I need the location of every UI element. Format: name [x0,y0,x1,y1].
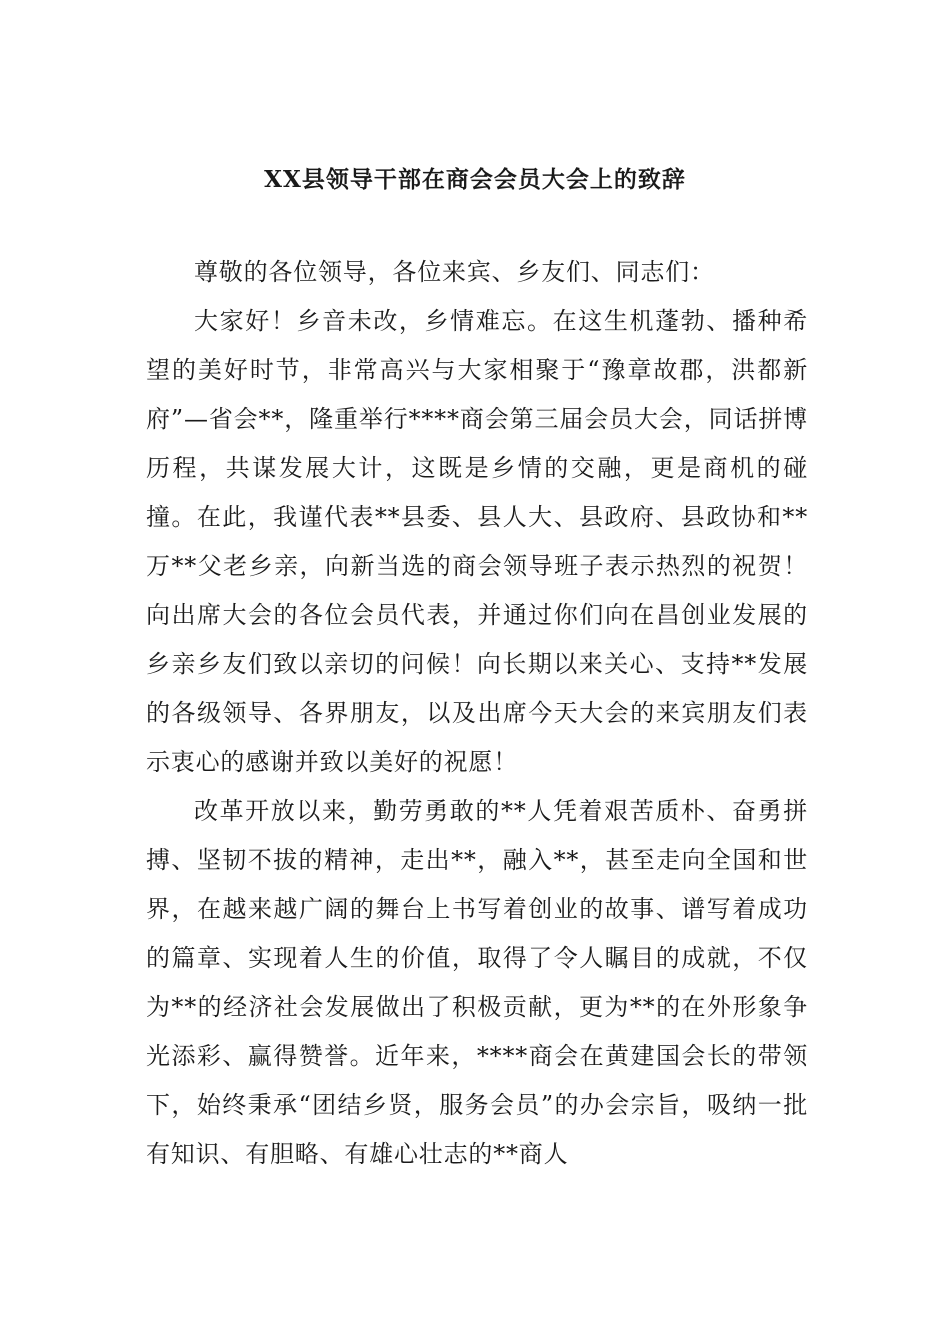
document-body [146,248,808,1179]
paragraph-greeting: 大家好！乡音未改，乡情难忘。在这生机蓬勃、播种希望的美好时节，非常高兴与大家相聚于“豫章故郡，洪都新府”—省会**，隆重举行****商会第三届会员大会，同话拼博历程，共谋发展大计，这既是乡情的交融，更是商机的碰撞。在此，我谨代表**县委、县人大、县政府、县政协和**万**父老乡亲，向新当选的商会领导班子表示热烈的祝贺！向出席大会的各位会员代表，并通过你们向在昌创业发展的乡亲乡友们致以亲切的问候！向长期以来关心、支持**发展的各级领导、各界朋友，以及出席今天大会的来宾朋友们表示衷心的感谢并致以美好的祝愿！ [146,307,808,776]
paragraph-achievements: 改革开放以来，勤劳勇敢的**人凭着艰苦质朴、奋勇拼搏、坚韧不拔的精神，走出**，融入**，甚至走向全国和世界，在越来越广阔的舞台上书写着创业的故事、谱写着成功的篇章、实现着人生的价值，取得了令人瞩目的成就，不仅为**的经济社会发展做出了积极贡献，更为**的在外形象争光添彩、赢得赞誉。近年来，****商会在黄建国会长的带领下，始终秉承“团结乡贤，服务会员”的办会宗旨，吸纳一批有知识、有胆略、有雄心壮志的**商人 [146,797,808,1168]
paragraph-salutation: 尊敬的各位领导，各位来宾、乡友们、同志们： [194,258,715,286]
document-title: XX县领导干部在商会会员大会上的致辞 [264,166,686,193]
